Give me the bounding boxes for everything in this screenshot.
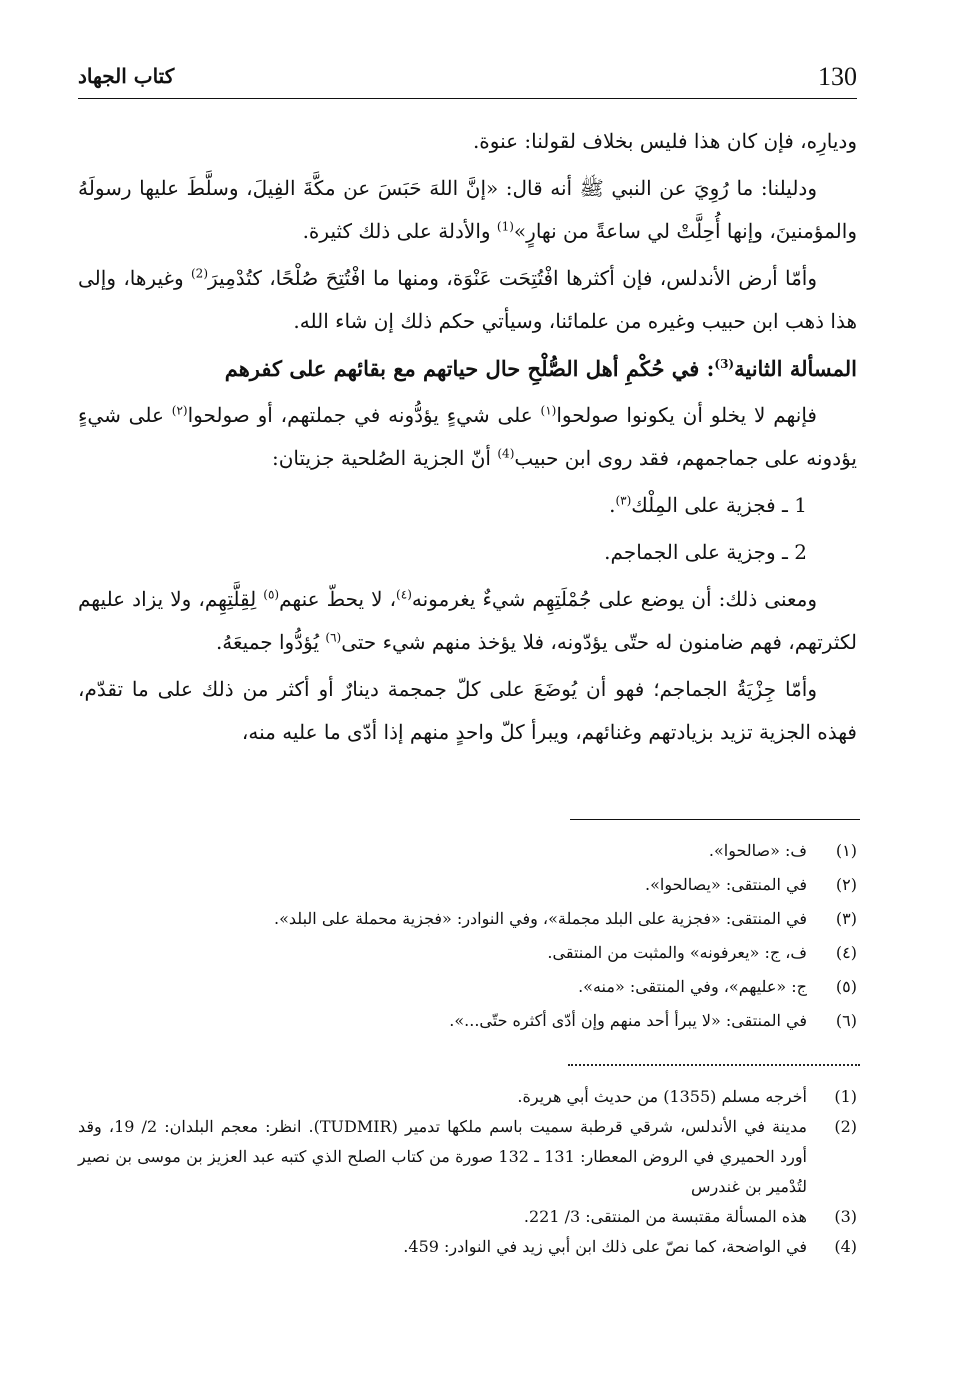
- paragraph-5-part-c: لِقِلَّتِهِم، ولا يزاد عليهم لكثرتهم، فهم ضامنون له حتّى يؤدّونه، فلا يؤخذ منهم شيء حتى: [78, 587, 857, 654]
- paragraph-6: [78, 668, 857, 754]
- footnote-ref: (٦): [325, 630, 342, 645]
- page-header: [78, 58, 857, 99]
- section-heading: [78, 347, 857, 390]
- footnote-number: (3): [834, 1207, 857, 1226]
- footnote-item: [78, 1202, 857, 1232]
- main-text: [78, 120, 857, 758]
- list-item-1: [78, 484, 857, 527]
- footnote-ref: (١): [540, 403, 557, 418]
- footnote-ref: (3): [714, 357, 735, 371]
- footnote-item: [78, 1004, 857, 1038]
- author-footnotes: [78, 1082, 857, 1262]
- list-item-2-text: 2 ـ وجزية على الجماجم.: [604, 540, 807, 564]
- paragraph-2: [78, 167, 857, 253]
- footnote-number: (٤): [835, 943, 857, 962]
- footnote-item: [78, 868, 857, 902]
- page-number: 130: [818, 62, 857, 91]
- footnote-number: (٢): [835, 875, 857, 894]
- footnote-text: ف: «صالحوا».: [708, 841, 807, 860]
- footnote-text: في المنتقى: «فجزية على البلد مجملة»، وفي النوادر: «فجزية محملة على البلد».: [274, 909, 807, 928]
- paragraph-4-part-d: أنّ الجزية الصُلحية جزيتان:: [271, 446, 498, 470]
- paragraph-1: [78, 120, 857, 163]
- list-item-1-text: 1 ـ فجزية على المِلْك: [631, 493, 807, 517]
- paragraph-2-tail: والأدلة على ذلك كثيرة.: [302, 219, 497, 243]
- footnote-text: في المنتقى: «لا يبرأ أحد منهم وإن أدّى أكثره حتّى...».: [449, 1011, 807, 1030]
- paragraph-4-part-c: على شيءٍ يؤدونه على جماجمهم، فقد روى ابن حبيب: [78, 403, 857, 470]
- paragraph-3: [78, 257, 857, 343]
- footnote-item: [78, 1082, 857, 1112]
- paragraph-6-text: وأمّا جِزْيَةُ الجماجم؛ فهو أن يُوضَعَ على كلّ جمجمة دينارٌ أو أكثر من ذلك على ما تقدّم، فهذه الجزية تزيد بزيادتهم وغنائهم، ويبرأ كلّ واحدٍ منهم إذا أدّى ما عليه منه،: [78, 677, 857, 744]
- paragraph-4: [78, 394, 857, 480]
- paragraph-4-part-b: على شيءٍ يؤدُّونه في جملتهم، أو صولحوا: [187, 403, 541, 427]
- list-item-1-tail: .: [609, 493, 616, 517]
- footnote-item: [78, 936, 857, 970]
- paragraph-5-text: ومعنى ذلك: أن يوضع على جُمْلَتِهِم شيءٌ يغرمونه: [411, 587, 817, 611]
- footnote-text: في المنتقى: «يصالحوا».: [645, 875, 807, 894]
- footnote-number: (١): [835, 841, 857, 860]
- footnote-item: [78, 1112, 857, 1202]
- footnote-ref: (٥): [263, 587, 280, 602]
- paragraph-5-part-d: يُؤدُّوا جميعَهُ.: [215, 630, 326, 654]
- footnote-ref: (2): [190, 266, 208, 281]
- footnote-number: (4): [834, 1237, 857, 1256]
- footnote-text: في الواضحة، كما نصّ على ذلك ابن أبي زيد في النوادر: 459.: [403, 1237, 807, 1256]
- footnote-separator: [570, 819, 860, 820]
- running-title: كتاب الجهاد: [78, 64, 175, 88]
- dotted-separator: [568, 1064, 860, 1066]
- paragraph-4-text: فإنهم لا يخلو أن يكونوا صولحوا: [556, 403, 817, 427]
- paragraph-2-text: ودليلنا: ما رُوِيَ عن النبي ﷺ أنه قال: «إنَّ اللهَ حَبَسَ عن مكَّةَ الفِيلَ، وسلَّطَ عليها رسولَهُ والمؤمنينَ، وإنها أُحِلَّتْ لي ساعةً من نهارٍ»: [78, 176, 857, 243]
- footnote-ref: (4): [497, 446, 515, 461]
- footnote-number: (2): [834, 1117, 857, 1136]
- paragraph-3-text: وأمّا أرض الأندلس، فإن أكثرها افْتُتِحَت عَنْوَة، ومنها ما افْتُتِحَ صُلْحًا، كتُدْمِيرَ: [208, 266, 818, 290]
- footnote-ref: (٤): [396, 587, 412, 602]
- footnote-item: [78, 1232, 857, 1262]
- footnote-item: [78, 834, 857, 868]
- footnote-number: (٥): [835, 977, 857, 996]
- heading-label: المسألة الثانية: [734, 356, 857, 381]
- footnote-ref: (٢): [171, 403, 188, 418]
- footnote-text: مدينة في الأندلس، شرقي قرطبة سميت باسم ملكها تدمير (TUDMIR). انظر: معجم البلدان: 2/ 19، وقد أورد الحميري في الروض المعطار: 131 ـ 132 صورة من كتاب الصلح الذي كتبه عبد العزيز بن موسى بن نصير لتُدْمير بن غندرس: [78, 1117, 808, 1196]
- footnote-item: [78, 970, 857, 1004]
- list-item-2: [78, 531, 857, 574]
- footnote-number: (٣): [835, 909, 857, 928]
- footnote-text: ف، ج: «يعرفونه» والمثبت من المنتقى.: [547, 943, 807, 962]
- footnote-item: [78, 902, 857, 936]
- footnote-number: (1): [834, 1087, 857, 1106]
- footnote-number: (٦): [835, 1011, 857, 1030]
- paragraph-5: [78, 578, 857, 664]
- footnote-text: ج: «عليهم»، وفي المنتقى: «منه».: [578, 977, 807, 996]
- footnote-text: هذه المسألة مقتبسة من المنتقى: 3/ 221.: [523, 1207, 807, 1226]
- heading-text: : في حُكْمِ أهل الصُّلْحِ حال حياتهم مع بقائهم على كفرهم: [224, 356, 715, 381]
- editor-footnotes: [78, 834, 857, 1038]
- paragraph-5-part-b: ، لا يحطّ عنهم: [279, 587, 397, 611]
- footnote-ref: (1): [496, 219, 514, 234]
- footnote-ref: (٣): [615, 493, 632, 508]
- paragraph-1-text: وديارِه، فإن كان هذا فليس بخلاف لقولنا: عنوة.: [472, 129, 857, 153]
- footnote-text: أخرجه مسلم (1355) من حديث أبي هريرة.: [517, 1087, 807, 1106]
- paragraph-3-tail: وغيرها، وإلى هذا ذهب ابن حبيب وغيره من علمائنا، وسيأتي حكم ذلك إن شاء الله.: [78, 266, 857, 333]
